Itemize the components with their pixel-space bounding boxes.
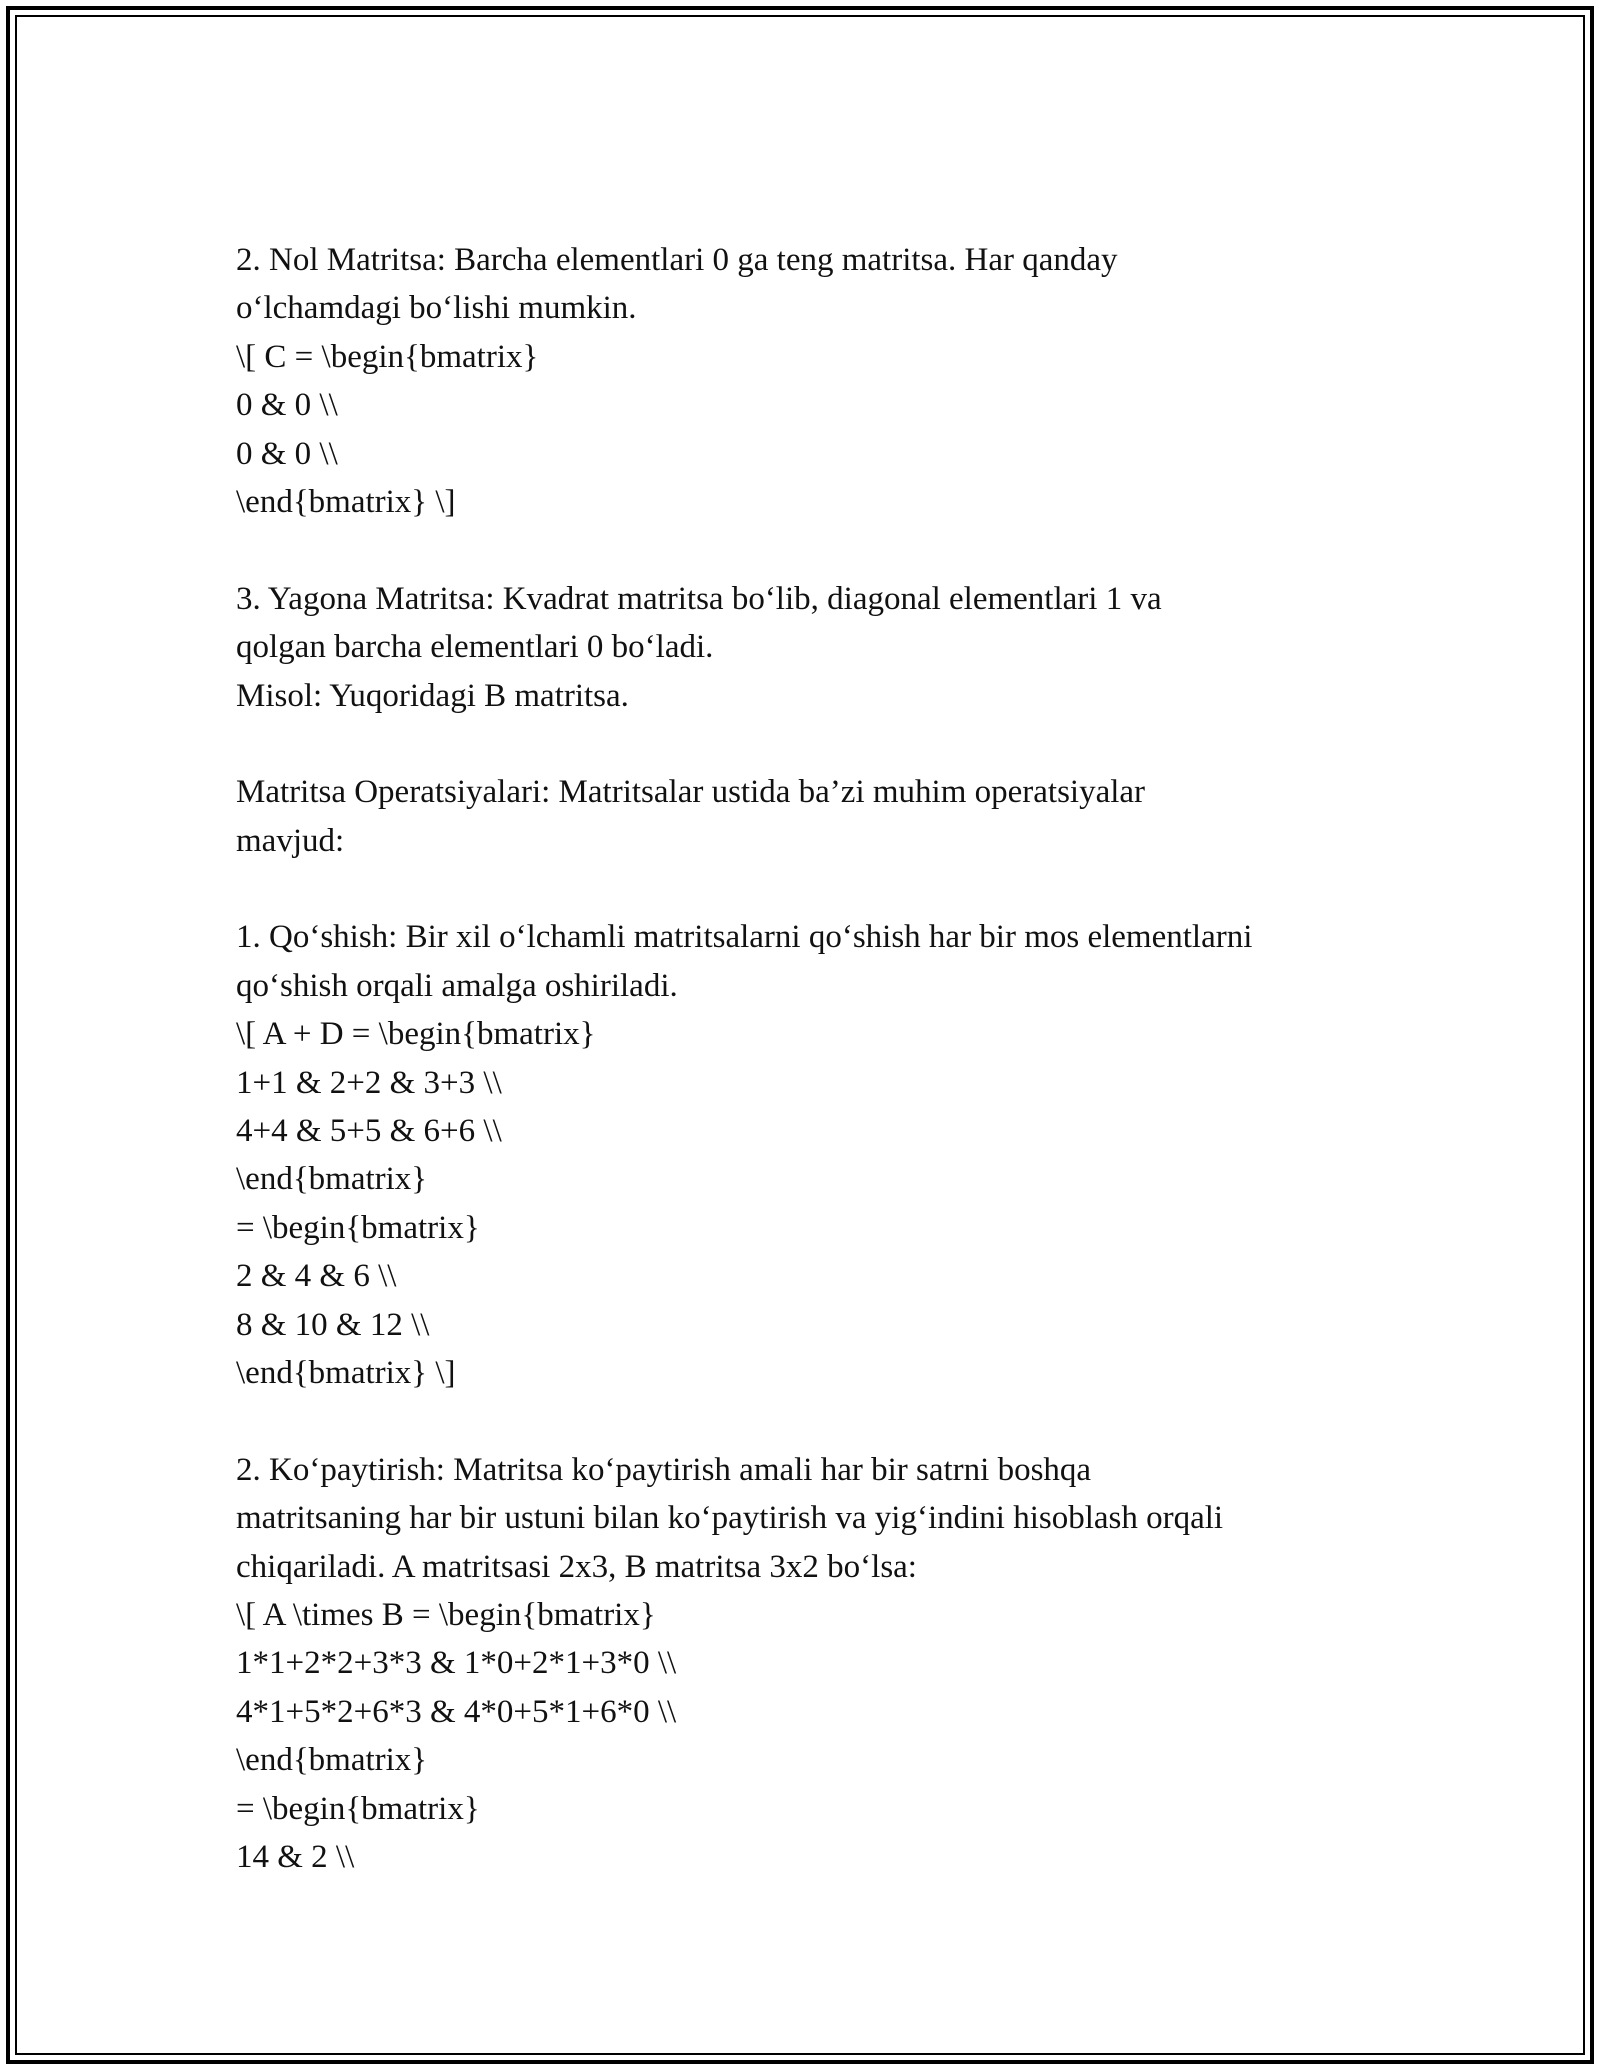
text-line: 2. Nol Matritsa: Barcha elementlari 0 ga teng matritsa. Har qanday <box>236 242 1118 278</box>
text-line: 14 & 2 \\ <box>236 1838 355 1875</box>
paragraph-spacer <box>236 1397 1396 1445</box>
text-line: \[ A \times B = \begin{bmatrix} <box>236 1596 656 1633</box>
text-line: 0 & 0 \\ <box>236 387 338 424</box>
text-line: qo‘shish orqali amalga oshiriladi. <box>236 967 678 1004</box>
paragraph-yagona-matritsa <box>236 575 1396 720</box>
text-line: 4+4 & 5+5 & 6+6 \\ <box>236 1113 502 1150</box>
text-line: matritsaning har bir ustuni bilan ko‘paytirish va yig‘indini hisoblash orqali <box>236 1500 1224 1537</box>
text-line: Misol: Yuqoridagi B matritsa. <box>236 677 629 714</box>
text-line: 1*1+2*2+3*3 & 1*0+2*1+3*0 \\ <box>236 1645 677 1682</box>
text-line: = \begin{bmatrix} <box>236 1209 480 1246</box>
text-line: 2. Ko‘paytirish: Matritsa ko‘paytirish amali har bir satrni boshqa <box>236 1451 1092 1488</box>
text-line: o‘lchamdagi bo‘lishi mumkin. <box>236 290 637 327</box>
text-line: 1+1 & 2+2 & 3+3 \\ <box>236 1064 502 1101</box>
text-line: 8 & 10 & 12 \\ <box>236 1306 430 1343</box>
paragraph-spacer <box>236 865 1396 913</box>
text-line: 0 & 0 \\ <box>236 435 338 472</box>
text-line: 4*1+5*2+6*3 & 4*0+5*1+6*0 \\ <box>236 1693 677 1730</box>
paragraph-spacer <box>236 720 1396 768</box>
text-line: 2 & 4 & 6 \\ <box>236 1258 397 1295</box>
text-line: \[ A + D = \begin{bmatrix} <box>236 1016 596 1053</box>
paragraph-qoshish <box>236 913 1396 1397</box>
text-line: \end{bmatrix} \] <box>236 483 456 520</box>
text-line: \[ C = \begin{bmatrix} <box>236 338 539 375</box>
paragraph-nol-matritsa <box>236 236 1396 526</box>
paragraph-spacer <box>236 526 1396 574</box>
text-line: 1. Qo‘shish: Bir xil o‘lchamli matritsalarni qo‘shish har bir mos elementlarni <box>236 919 1253 956</box>
text-line: 3. Yagona Matritsa: Kvadrat matritsa bo‘lib, diagonal elementlari 1 va <box>236 580 1162 617</box>
text-line: Matritsa Operatsiyalari: Matritsalar ustida ba’zi muhim operatsiyalar <box>236 774 1146 811</box>
paragraph-kopaytirish <box>236 1446 1396 1882</box>
text-line: chiqariladi. A matritsasi 2x3, B matritsa 3x2 bo‘lsa: <box>236 1548 917 1585</box>
text-line: qolgan barcha elementlari 0 bo‘ladi. <box>236 629 714 666</box>
text-line: = \begin{bmatrix} <box>236 1790 480 1827</box>
text-line: \end{bmatrix} \] <box>236 1354 456 1391</box>
text-line: mavjud: <box>236 822 345 859</box>
paragraph-matritsa-operatsiyalari <box>236 768 1396 865</box>
text-line: \end{bmatrix} <box>236 1161 428 1198</box>
text-line: \end{bmatrix} <box>236 1742 428 1779</box>
document-body <box>236 236 1396 1881</box>
